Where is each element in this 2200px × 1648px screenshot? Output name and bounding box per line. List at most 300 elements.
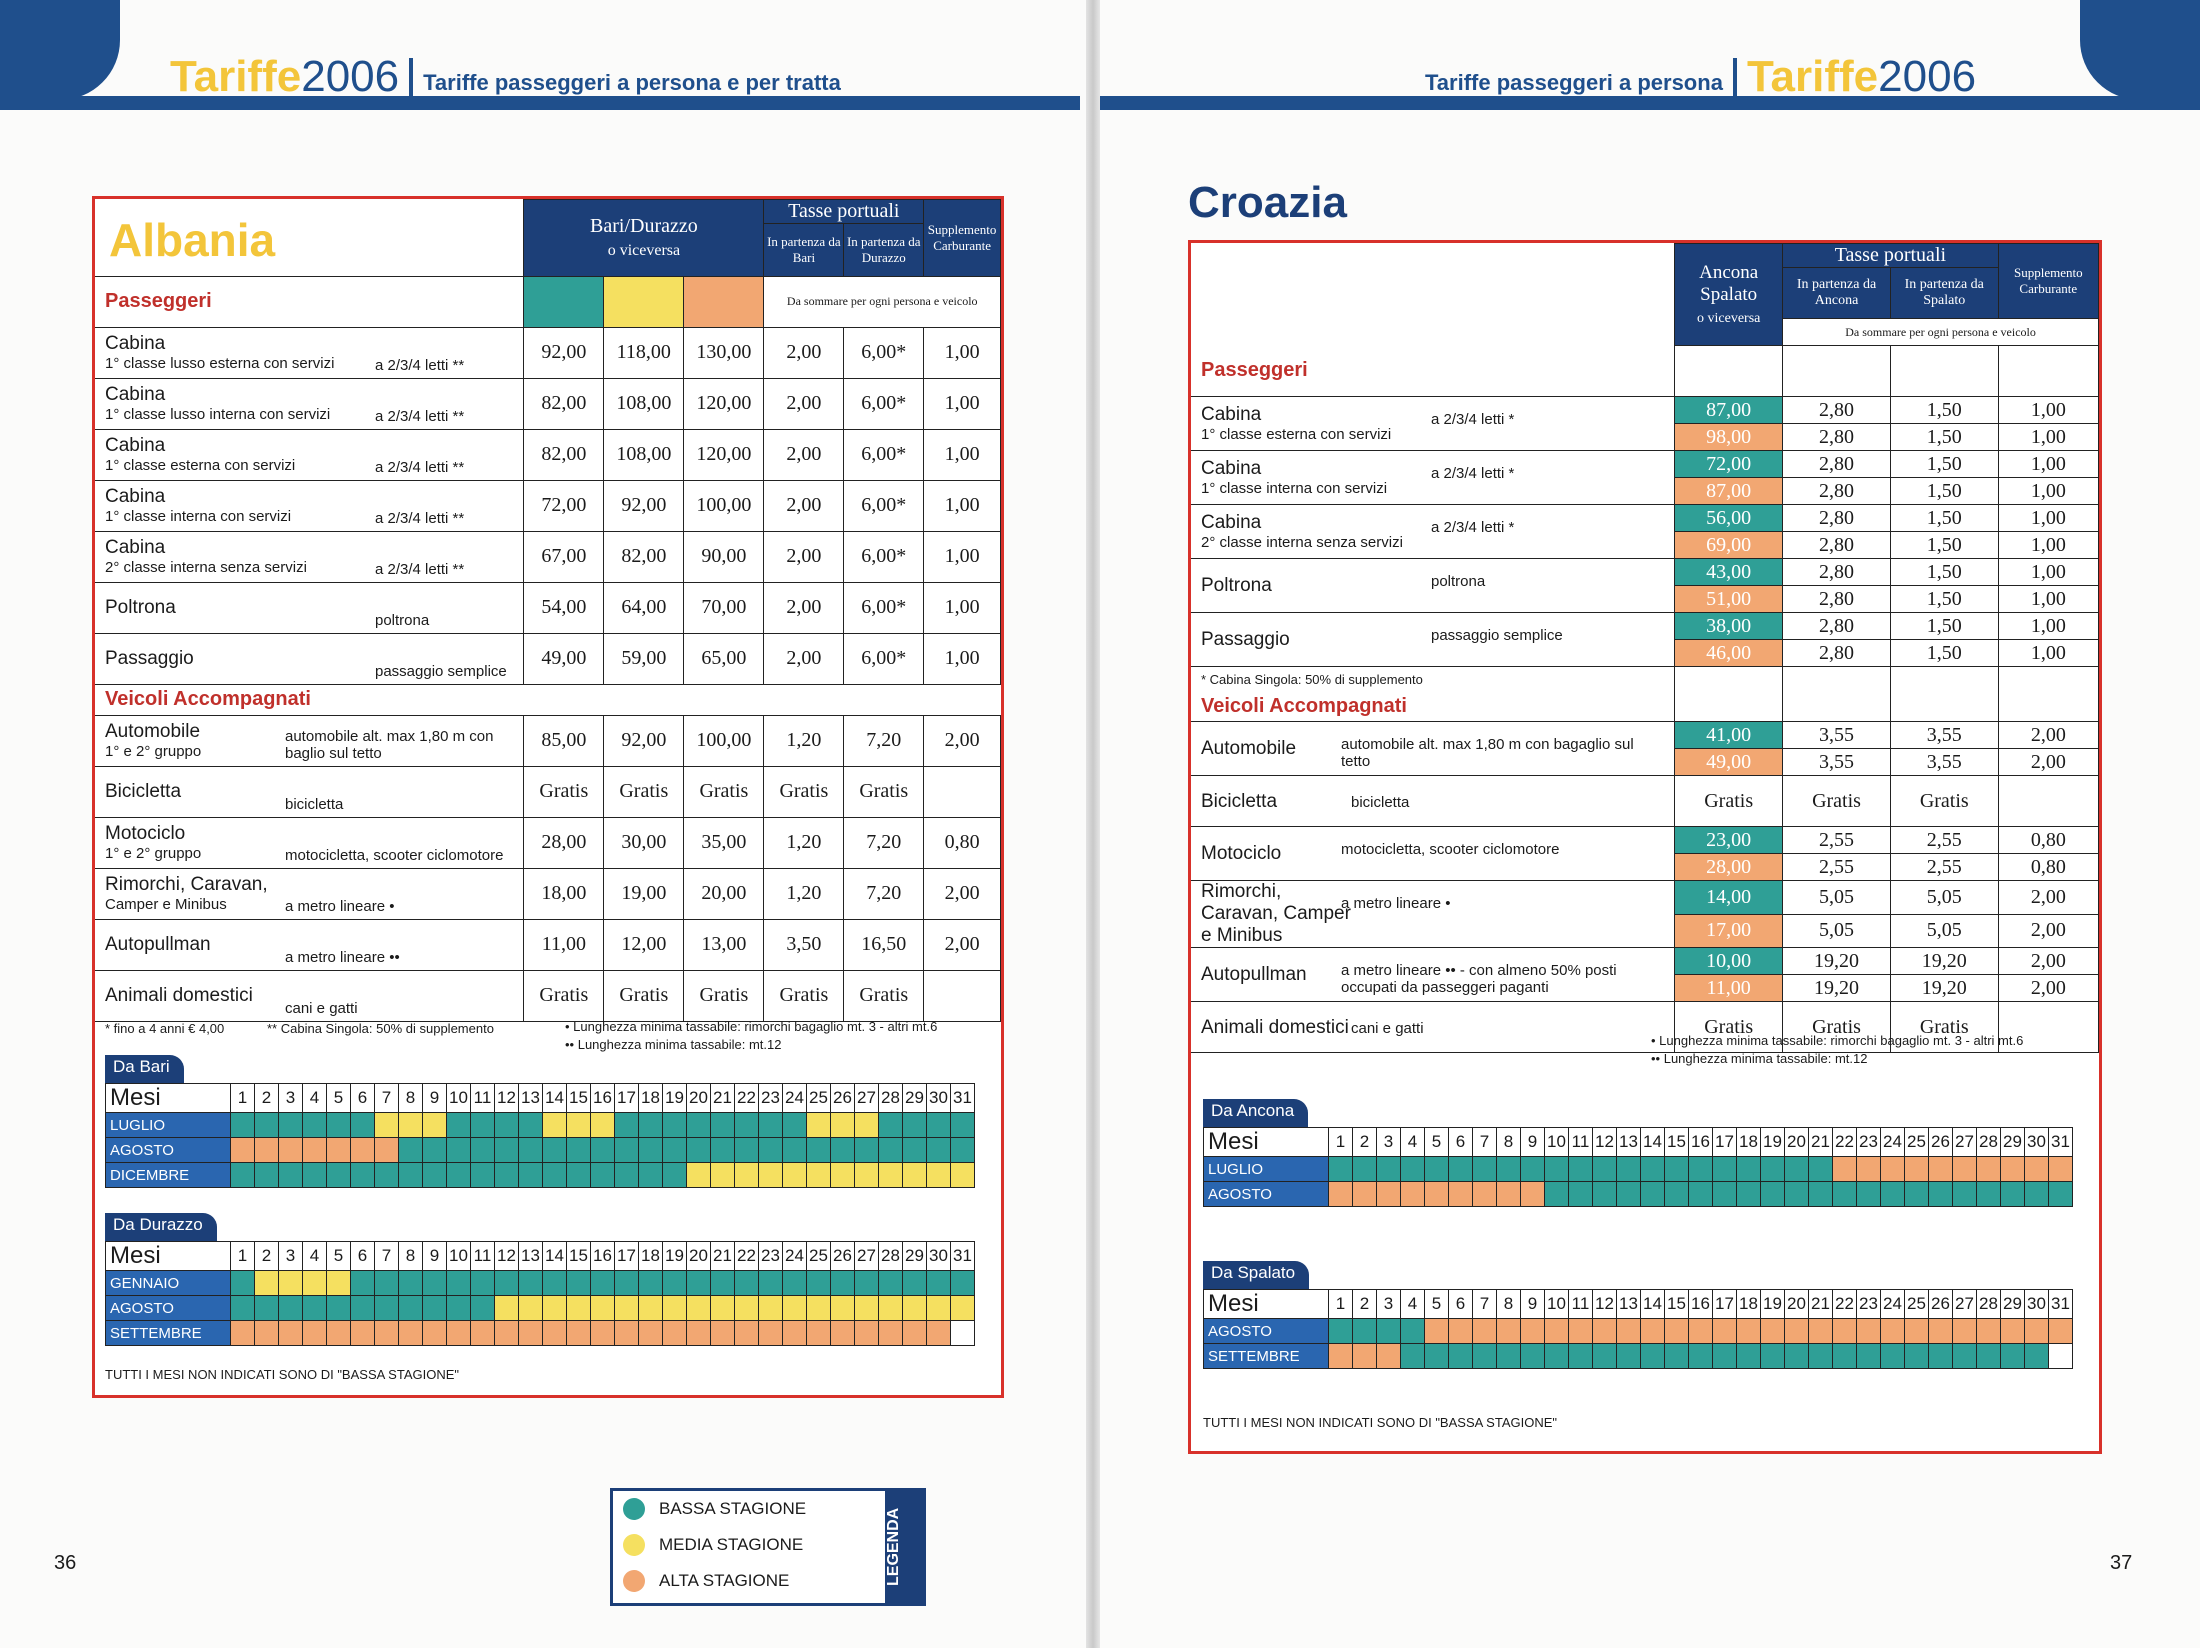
fare-cell: 18,00 [524, 868, 604, 919]
calendar-month-row [106, 1163, 975, 1188]
fare-cell: 2,00 [1998, 948, 2098, 975]
season-cell [1473, 1182, 1497, 1207]
fare-row [95, 582, 1001, 633]
tax-bari-header: In partenza da Bari [764, 224, 844, 276]
months-heading: Mesi [1204, 1290, 1329, 1319]
fare-cell: 2,00 [924, 919, 1001, 970]
fare-row [95, 531, 1001, 582]
season-cell [279, 1321, 303, 1346]
row-desc: 1° classe esterna con servizi [105, 457, 296, 474]
day-number: 21 [1809, 1128, 1833, 1157]
day-number: 4 [303, 1084, 327, 1113]
season-cell [1617, 1182, 1641, 1207]
fare-cell: 59,00 [604, 633, 684, 684]
season-cell [807, 1138, 831, 1163]
season-cell [1425, 1344, 1449, 1369]
season-cell [663, 1271, 687, 1296]
calendar-month-row [1204, 1319, 2073, 1344]
fare-cell: 10,00 [1675, 948, 1783, 975]
season-cell [375, 1271, 399, 1296]
month-name: SETTEMBRE [106, 1321, 231, 1346]
row-label [1191, 613, 1675, 667]
fare-cell: 5,05 [1890, 914, 1998, 948]
season-cell [1713, 1344, 1737, 1369]
season-cell [1665, 1344, 1689, 1369]
day-number: 3 [1377, 1128, 1401, 1157]
fare-row [1191, 948, 2099, 975]
season-cell [855, 1271, 879, 1296]
season-cell [471, 1321, 495, 1346]
season-cell [759, 1138, 783, 1163]
day-number: 8 [399, 1242, 423, 1271]
fare-cell: 1,00 [1998, 505, 2098, 532]
day-number: 10 [447, 1242, 471, 1271]
row-extra: a metro lineare •• [285, 948, 400, 966]
row-extra: passaggio semplice [375, 662, 507, 680]
day-number: 17 [615, 1084, 639, 1113]
legend-alta [613, 1563, 923, 1599]
fare-cell: 1,00 [1998, 640, 2098, 667]
row-extra: a 2/3/4 letti * [1431, 411, 1515, 428]
season-cell [1881, 1182, 1905, 1207]
section-passeggeri: Passeggeri [1201, 359, 1308, 382]
fuel-header: Supplemento Carburante [1998, 244, 2098, 319]
day-number: 20 [1785, 1290, 1809, 1319]
row-label [95, 429, 524, 480]
day-number: 24 [1881, 1128, 1905, 1157]
fare-cell: 1,00 [1998, 451, 2098, 478]
row-extra: cani e gatti [285, 999, 358, 1017]
fare-cell: 12,00 [604, 919, 684, 970]
season-cell [807, 1296, 831, 1321]
day-number: 14 [1641, 1290, 1665, 1319]
row-extra: a 2/3/4 letti * [1431, 519, 1515, 536]
row-name: Motociclo [105, 823, 186, 844]
day-number: 1 [1329, 1290, 1353, 1319]
fare-cell: 1,20 [764, 817, 844, 868]
fare-cell: 92,00 [604, 480, 684, 531]
fare-cell: 1,20 [764, 715, 844, 766]
fare-cell: 2,80 [1783, 532, 1891, 559]
fare-cell: 64,00 [604, 582, 684, 633]
footnote-length-1: • Lunghezza minima tassabile: rimorchi bagaglio mt. 3 - altri mt.6 [1651, 1033, 2024, 1048]
season-cell [303, 1113, 327, 1138]
fare-cell: 19,20 [1890, 948, 1998, 975]
fare-cell: 2,80 [1783, 424, 1891, 451]
season-cell [1569, 1319, 1593, 1344]
season-cell [1593, 1157, 1617, 1182]
day-number: 22 [1833, 1290, 1857, 1319]
fare-cell: 1,00 [924, 378, 1001, 429]
croazia-panel [1188, 240, 2102, 1454]
season-cell [1425, 1157, 1449, 1182]
fare-cell: 2,80 [1783, 397, 1891, 424]
fare-cell: 1,00 [1998, 478, 2098, 505]
season-cell [1809, 1344, 1833, 1369]
row-label [95, 868, 524, 919]
footnote-children: * fino a 4 anni € 4,00 [105, 1021, 225, 1036]
row-name: Autopullman [1201, 963, 1307, 985]
fare-cell [924, 766, 1001, 817]
all-months-note: TUTTI I MESI NON INDICATI SONO DI "BASSA STAGIONE" [105, 1367, 460, 1382]
season-cell [663, 1138, 687, 1163]
row-extra: automobile alt. max 1,80 m con baglio sul tetto [285, 727, 494, 762]
row-name: Animali domestici [105, 984, 253, 1006]
fare-cell: 2,00 [924, 868, 1001, 919]
yellow-dot-icon [623, 1534, 645, 1556]
row-desc: 1° classe interna con servizi [1201, 480, 1388, 497]
season-cell [543, 1138, 567, 1163]
day-number: 11 [1569, 1290, 1593, 1319]
season-cell [279, 1163, 303, 1188]
season-cell [1401, 1157, 1425, 1182]
row-label [95, 715, 524, 766]
season-cell [351, 1321, 375, 1346]
calendar-spalato [1203, 1261, 2103, 1391]
day-number: 23 [1857, 1290, 1881, 1319]
fare-row [95, 715, 1001, 766]
season-cell [687, 1271, 711, 1296]
fare-cell: 1,50 [1890, 640, 1998, 667]
season-cell [711, 1321, 735, 1346]
fare-row [95, 633, 1001, 684]
day-number: 22 [1833, 1128, 1857, 1157]
fare-cell: 120,00 [684, 429, 764, 480]
fare-cell: 2,80 [1783, 559, 1891, 586]
day-number: 11 [1569, 1128, 1593, 1157]
albania-panel [92, 196, 1004, 1398]
row-extra: a 2/3/4 letti ** [375, 560, 465, 578]
spine [1086, 0, 1100, 1648]
season-cell [855, 1138, 879, 1163]
fare-cell: 2,80 [1783, 640, 1891, 667]
fare-cell: 108,00 [604, 378, 684, 429]
calendar-header-row [106, 1084, 975, 1113]
season-cell [615, 1113, 639, 1138]
page-number-left: 36 [54, 1552, 77, 1574]
day-number: 18 [1737, 1128, 1761, 1157]
season-cell [1545, 1182, 1569, 1207]
row-desc: 1° e 2° gruppo [105, 743, 202, 760]
day-number: 10 [1545, 1290, 1569, 1319]
fare-cell: 2,00 [764, 633, 844, 684]
fare-row [95, 970, 1001, 1021]
croazia-vehicle-rows [1191, 722, 2099, 1053]
fare-cell: 1,00 [924, 582, 1001, 633]
season-cell [543, 1321, 567, 1346]
calendar-month-row [106, 1321, 975, 1346]
fare-cell: Gratis [1890, 776, 1998, 827]
season-cell [1377, 1319, 1401, 1344]
swatch-alta [684, 276, 764, 327]
day-number: 26 [831, 1084, 855, 1113]
fare-cell: 1,00 [1998, 613, 2098, 640]
season-cell [399, 1163, 423, 1188]
season-cell [1737, 1182, 1761, 1207]
season-cell [1833, 1182, 1857, 1207]
fare-cell: 5,05 [1890, 881, 1998, 915]
teal-dot-icon [623, 1498, 645, 1520]
season-cell [1593, 1319, 1617, 1344]
fare-cell: 2,55 [1890, 827, 1998, 854]
season-cell [1545, 1344, 1569, 1369]
month-name: AGOSTO [106, 1138, 231, 1163]
season-cell [1809, 1157, 1833, 1182]
fare-cell: 2,55 [1783, 854, 1891, 881]
footnote-single: ** Cabina Singola: 50% di supplemento [267, 1021, 494, 1036]
season-cell [1905, 1344, 1929, 1369]
fare-cell: 35,00 [684, 817, 764, 868]
day-number: 5 [1425, 1128, 1449, 1157]
season-cell [591, 1271, 615, 1296]
fare-cell: 1,00 [924, 531, 1001, 582]
season-cell [1497, 1182, 1521, 1207]
season-cell [447, 1271, 471, 1296]
fare-cell: Gratis [1783, 1002, 1891, 1053]
day-number: 9 [423, 1084, 447, 1113]
season-cell [279, 1271, 303, 1296]
row-label [1191, 397, 1675, 451]
fare-cell: 1,50 [1890, 559, 1998, 586]
day-number: 29 [903, 1242, 927, 1271]
row-name: Passaggio [1201, 628, 1290, 650]
row-extra: poltrona [375, 611, 430, 629]
fare-row [95, 480, 1001, 531]
season-cell [1737, 1157, 1761, 1182]
day-number: 5 [327, 1084, 351, 1113]
season-cell [567, 1321, 591, 1346]
single-note: * Cabina Singola: 50% di supplemento [1191, 667, 1675, 692]
row-extra: bicicletta [1351, 793, 1410, 811]
day-number: 2 [1353, 1128, 1377, 1157]
season-cell [1593, 1182, 1617, 1207]
fare-cell: Gratis [764, 970, 844, 1021]
day-number: 23 [759, 1242, 783, 1271]
season-cell [2001, 1157, 2025, 1182]
route-sub: o viceversa [1697, 310, 1761, 326]
day-number: 10 [447, 1084, 471, 1113]
day-number: 21 [711, 1084, 735, 1113]
season-cell [519, 1163, 543, 1188]
row-label [1191, 1002, 1675, 1053]
row-extra: a metro lineare • [285, 897, 395, 915]
season-cell [1737, 1344, 1761, 1369]
day-number: 26 [1929, 1290, 1953, 1319]
row-label [95, 970, 524, 1021]
row-desc: 2° classe interna senza servizi [105, 559, 307, 576]
fare-cell: 70,00 [684, 582, 764, 633]
day-number: 30 [927, 1084, 951, 1113]
row-label [1191, 881, 1675, 948]
season-cell [735, 1296, 759, 1321]
season-cell [711, 1138, 735, 1163]
fare-cell: 28,00 [524, 817, 604, 868]
season-cell [303, 1296, 327, 1321]
fare-cell: 6,00* [844, 582, 924, 633]
day-number: 4 [1401, 1290, 1425, 1319]
season-cell [1569, 1157, 1593, 1182]
day-number: 13 [1617, 1290, 1641, 1319]
fare-cell: 6,00* [844, 480, 924, 531]
fare-cell: 2,00 [764, 429, 844, 480]
albania-fare-table [95, 199, 1001, 1022]
calendar-grid [1203, 1289, 2073, 1369]
season-cell [591, 1113, 615, 1138]
season-cell [495, 1296, 519, 1321]
calendar-grid [1203, 1127, 2073, 1207]
day-number: 28 [1977, 1128, 2001, 1157]
month-name: DICEMBRE [106, 1163, 231, 1188]
fare-cell: 3,55 [1783, 722, 1891, 749]
season-cell [2025, 1344, 2049, 1369]
day-number: 27 [855, 1242, 879, 1271]
season-cell [783, 1321, 807, 1346]
fare-cell: 2,00 [764, 378, 844, 429]
all-months-note: TUTTI I MESI NON INDICATI SONO DI "BASSA STAGIONE" [1203, 1415, 1558, 1430]
day-number: 17 [1713, 1128, 1737, 1157]
fare-cell: 67,00 [524, 531, 604, 582]
season-cell [1761, 1319, 1785, 1344]
season-cell [1761, 1344, 1785, 1369]
season-cell [447, 1163, 471, 1188]
day-number: 20 [687, 1242, 711, 1271]
season-cell [1881, 1344, 1905, 1369]
calendar-durazzo [105, 1213, 1005, 1363]
route-header [1675, 244, 1783, 346]
fare-cell: 38,00 [1675, 613, 1783, 640]
calendar-grid [105, 1241, 975, 1346]
season-cell [831, 1296, 855, 1321]
season-cell [1929, 1157, 1953, 1182]
season-cell [1809, 1182, 1833, 1207]
row-label [1191, 451, 1675, 505]
season-cell [855, 1163, 879, 1188]
fare-row [95, 766, 1001, 817]
row-name: Motociclo [1201, 842, 1282, 864]
header-subtitle-right: Tariffe passeggeri a persona [1425, 70, 1723, 95]
day-number: 8 [1497, 1128, 1521, 1157]
day-number: 28 [879, 1242, 903, 1271]
season-cell [1689, 1157, 1713, 1182]
day-number: 14 [543, 1084, 567, 1113]
fare-cell [1998, 776, 2098, 827]
season-cell [1833, 1344, 1857, 1369]
season-cell [1329, 1182, 1353, 1207]
season-cell [231, 1138, 255, 1163]
fare-cell: Gratis [1783, 776, 1891, 827]
day-number: 22 [735, 1084, 759, 1113]
fare-cell: 14,00 [1675, 881, 1783, 915]
day-number: 25 [807, 1242, 831, 1271]
fare-cell: 7,20 [844, 868, 924, 919]
season-cell [639, 1163, 663, 1188]
season-cell [663, 1163, 687, 1188]
season-cell [1449, 1182, 1473, 1207]
season-cell [1881, 1319, 1905, 1344]
fare-cell: 92,00 [524, 327, 604, 378]
day-number: 6 [1449, 1290, 1473, 1319]
season-cell [399, 1296, 423, 1321]
fare-row [1191, 776, 2099, 827]
fare-cell: Gratis [684, 970, 764, 1021]
day-number: 2 [255, 1084, 279, 1113]
season-cell [639, 1321, 663, 1346]
fare-cell: 1,50 [1890, 478, 1998, 505]
route-header [524, 200, 764, 277]
row-extra: a metro lineare • [1341, 895, 1451, 912]
row-extra: a 2/3/4 letti ** [375, 356, 465, 374]
croazia-blank-cell [1191, 244, 1675, 346]
day-number: 1 [1329, 1128, 1353, 1157]
season-cell [879, 1296, 903, 1321]
season-cell [903, 1113, 927, 1138]
season-cell [399, 1113, 423, 1138]
day-number: 29 [2001, 1290, 2025, 1319]
season-cell [1953, 1319, 1977, 1344]
fare-cell: 1,50 [1890, 424, 1998, 451]
day-number: 31 [951, 1242, 975, 1271]
day-number: 31 [951, 1084, 975, 1113]
season-cell [735, 1163, 759, 1188]
season-cell [303, 1271, 327, 1296]
season-cell [639, 1113, 663, 1138]
fare-cell: 1,00 [1998, 559, 2098, 586]
season-cell [663, 1113, 687, 1138]
row-name: Poltrona [1201, 574, 1272, 596]
season-cell [1449, 1344, 1473, 1369]
season-cell [423, 1138, 447, 1163]
day-number: 30 [2025, 1128, 2049, 1157]
season-cell [231, 1321, 255, 1346]
season-cell [327, 1271, 351, 1296]
day-number: 6 [351, 1084, 375, 1113]
footnote-length-2: •• Lunghezza minima tassabile: mt.12 [1651, 1051, 1868, 1066]
calendar-month-row [1204, 1182, 2073, 1207]
tax-ancona-header: In partenza da Ancona [1783, 268, 1891, 319]
day-number: 18 [639, 1084, 663, 1113]
season-cell [351, 1271, 375, 1296]
season-cell [1953, 1157, 1977, 1182]
tax-spalato-header: In partenza da Spalato [1890, 268, 1998, 319]
season-cell [879, 1271, 903, 1296]
season-cell [783, 1113, 807, 1138]
month-name: LUGLIO [106, 1113, 231, 1138]
season-cell [1473, 1319, 1497, 1344]
season-cell [1425, 1182, 1449, 1207]
season-cell [279, 1296, 303, 1321]
season-cell [2001, 1182, 2025, 1207]
season-cell [471, 1271, 495, 1296]
fare-cell: 108,00 [604, 429, 684, 480]
season-cell [1689, 1319, 1713, 1344]
season-cell [1689, 1182, 1713, 1207]
fare-cell: 0,80 [924, 817, 1001, 868]
legend-title: LEGENDA [885, 1491, 923, 1603]
season-cell [1665, 1182, 1689, 1207]
row-label [95, 766, 524, 817]
season-cell [1785, 1157, 1809, 1182]
fare-cell: 90,00 [684, 531, 764, 582]
season-cell [1761, 1157, 1785, 1182]
fare-cell: 2,00 [1998, 914, 2098, 948]
month-name: LUGLIO [1204, 1157, 1329, 1182]
day-number: 15 [1665, 1128, 1689, 1157]
croazia-title: Croazia [1188, 178, 1347, 227]
season-cell [1857, 1182, 1881, 1207]
season-cell [423, 1296, 447, 1321]
day-number: 21 [1809, 1290, 1833, 1319]
season-cell [831, 1163, 855, 1188]
